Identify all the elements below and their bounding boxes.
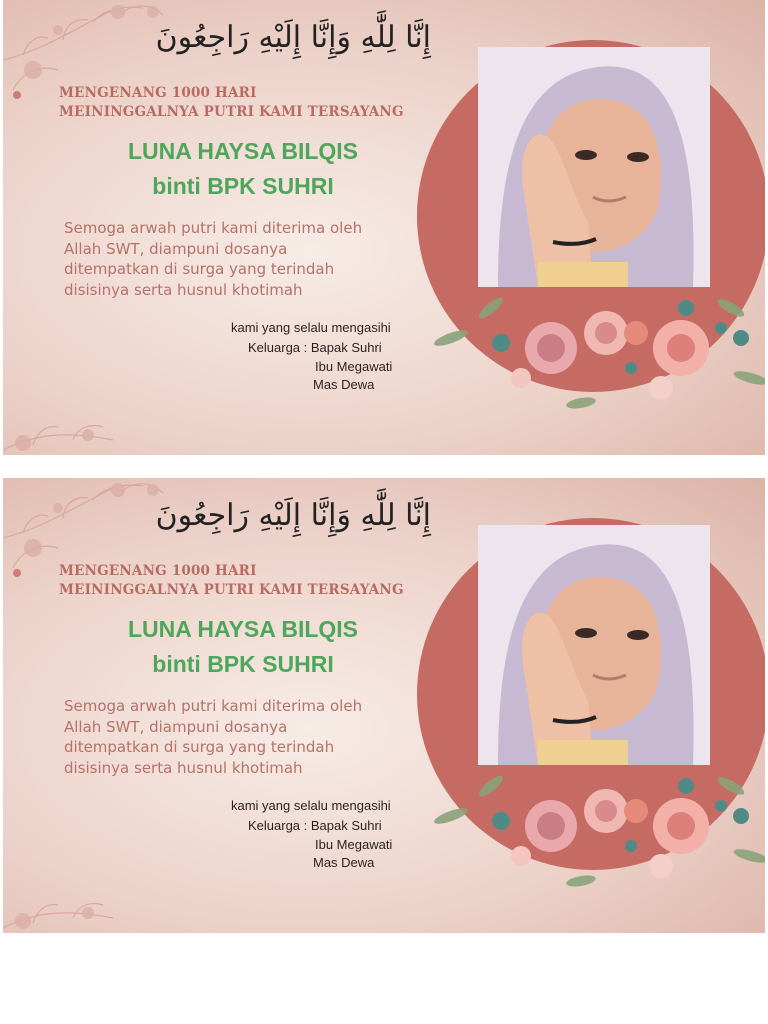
- prayer-line: ditempatkan di surga yang terindah: [64, 260, 335, 278]
- signature-line: Keluarga : Bapak Suhri: [248, 818, 382, 833]
- deceased-name: LUNA HAYSA BILQIS: [127, 616, 359, 642]
- signature-line: kami yang selalu mengasihi: [231, 798, 391, 813]
- memorial-card: [3, 0, 765, 455]
- flower-bouquet-decoration: [431, 288, 765, 423]
- signature-line: Ibu Megawati: [315, 837, 393, 852]
- headline-line: MENGENANG 1000 HARI: [59, 563, 257, 579]
- prayer-line: Allah SWT, diampuni dosanya: [64, 717, 288, 736]
- portrait-photo: [478, 47, 710, 287]
- portrait-photo: [478, 525, 710, 765]
- signature-line: kami yang selalu mengasihi: [231, 320, 391, 335]
- parent-line: binti BPK SUHRI: [152, 173, 334, 199]
- signature-line: Ibu Megawati: [315, 359, 393, 374]
- arabic-calligraphy: إِنَّا لِلَّٰهِ وَإِنَّا إِلَيْهِ رَاجِعُونَ: [155, 20, 431, 55]
- prayer-text: [64, 218, 409, 300]
- headline-line: MEININGGALNYA PUTRI KAMI TERSAYANG: [59, 104, 404, 120]
- memorial-headline: [59, 562, 439, 600]
- memorial-headline: [59, 84, 439, 122]
- memorial-card: [3, 478, 765, 933]
- prayer-line: disisinya serta husnul khotimah: [64, 280, 303, 299]
- floral-corner-decoration: [3, 415, 123, 455]
- prayer-text: [64, 696, 409, 778]
- prayer-line: disisinya serta husnul khotimah: [64, 758, 303, 777]
- flower-bouquet-decoration: [431, 766, 765, 901]
- parent-line: binti BPK SUHRI: [152, 651, 334, 677]
- prayer-line: ditempatkan di surga yang terindah: [64, 738, 335, 756]
- prayer-line: Semoga arwah putri kami diterima oleh: [64, 697, 363, 715]
- headline-line: MEININGGALNYA PUTRI KAMI TERSAYANG: [59, 582, 404, 598]
- signature-line: Mas Dewa: [313, 377, 375, 392]
- signature-line: Keluarga : Bapak Suhri: [248, 340, 382, 355]
- floral-corner-decoration: [3, 893, 123, 933]
- prayer-line: Semoga arwah putri kami diterima oleh: [64, 219, 363, 237]
- prayer-line: Allah SWT, diampuni dosanya: [64, 239, 288, 258]
- arabic-calligraphy: إِنَّا لِلَّٰهِ وَإِنَّا إِلَيْهِ رَاجِعُونَ: [155, 498, 431, 533]
- signature-line: Mas Dewa: [313, 855, 375, 870]
- headline-line: MENGENANG 1000 HARI: [59, 85, 257, 101]
- deceased-name: LUNA HAYSA BILQIS: [127, 138, 359, 164]
